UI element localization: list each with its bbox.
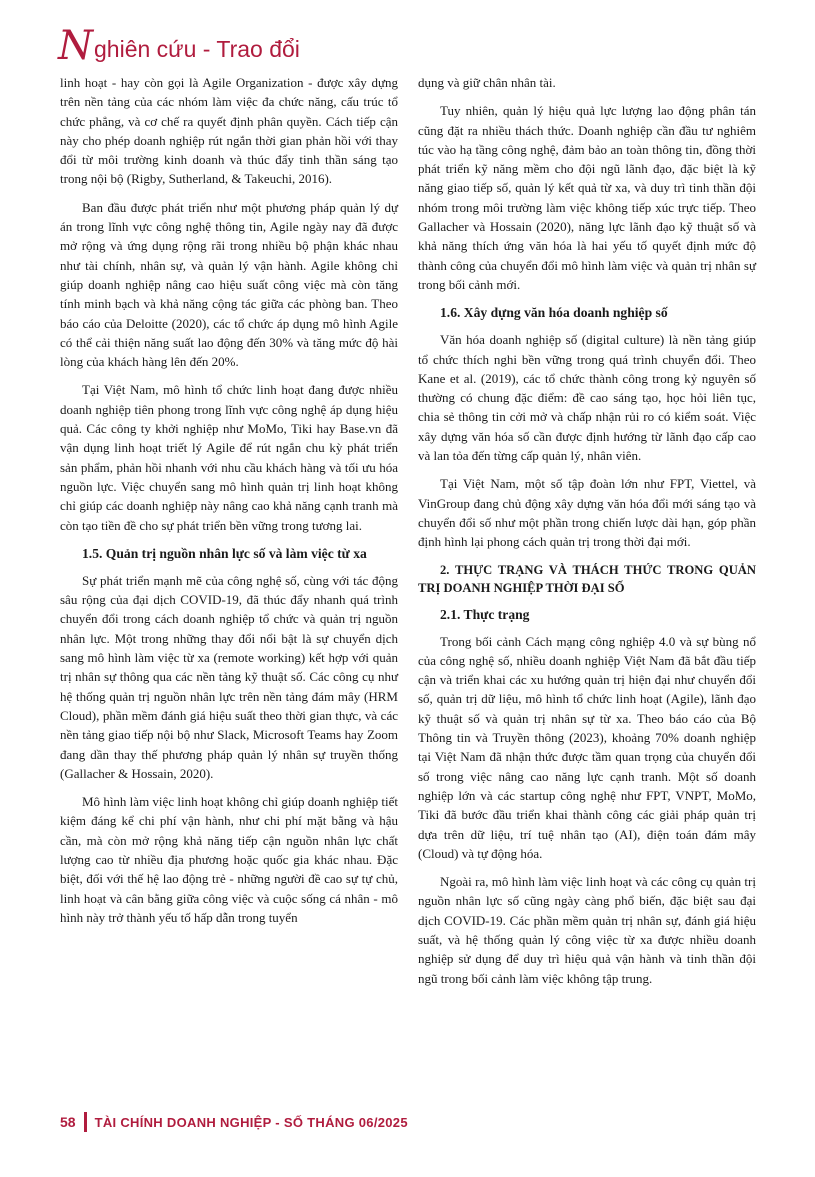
paragraph: Tại Việt Nam, một số tập đoàn lớn như FPT, Viettel, và VinGroup đang chủ động xây dựng văn hóa đổi mới sáng tạo và chuyển đổi số như một phần trong chiến lược dài hạn, góp phần định hình lại phong cách quản trị trong thời đại mới. [418, 476, 756, 550]
paragraph: Văn hóa doanh nghiệp số (digital culture) là nền tảng giúp tổ chức thích nghi bền vững trong quá trình chuyển đổi. Theo Kane et al. (2019), các tổ chức thành công trong kỷ nguyên số thường có chung đặc điểm: đề cao sáng tạo, học hỏi liên tục, chia sẻ thông tin cởi mở và chấp nhận rủi ro có kiểm soát. Việc xây dựng văn hóa số cần được định hướng từ lãnh đạo cấp cao và lan tỏa đến từng cấp quản lý, nhân viên. [418, 332, 756, 464]
paragraph: Ngoài ra, mô hình làm việc linh hoạt và các công cụ quản trị nguồn nhân lực số cũng ngày càng phổ biến, đặc biệt sau đại dịch COVID-19. Các phần mềm quản trị nhân sự, đánh giá hiệu suất, và hệ thống quản lý công việc từ xa được nhiều doanh nghiệp sử dụng để duy trì hiệu quả vận hành và tinh thần đội ngũ trong bối cảnh làm việc không tập trung. [418, 874, 756, 986]
section-header-title: ghiên cứu - Trao đổi [94, 36, 300, 62]
right-column [418, 73, 756, 997]
page-footer [60, 1112, 408, 1132]
section-heading-2: 2. THỰC TRẠNG VÀ THÁCH THỨC TRONG QUẢN TRỊ DOANH NGHIỆP THỜI ĐẠI SỐ [418, 562, 756, 595]
paragraph: dụng và giữ chân nhân tài. [418, 75, 556, 90]
section-heading-1-6: 1.6. Xây dựng văn hóa doanh nghiệp số [440, 305, 668, 321]
publication-name: TÀI CHÍNH DOANH NGHIỆP - SỐ THÁNG 06/2025 [94, 1114, 408, 1130]
page-number: 58 [60, 1114, 76, 1130]
paragraph: linh hoạt - hay còn gọi là Agile Organization - được xây dựng trên nền tảng của các nhóm làm việc đa chức năng, cấu trúc tổ chức phẳng, và cơ chế ra quyết định phân quyền. Cách tiếp cận này cho phép doanh nghiệp rút ngắn thời gian phản hồi với thay đổi từ môi trường kinh doanh và thúc đẩy tinh thần sáng tạo trong nội bộ (Rigby, Sutherland, & Takeuchi, 2016). [60, 75, 398, 187]
section-heading-2-1: 2.1. Thực trạng [440, 606, 530, 622]
footer-divider [84, 1112, 87, 1132]
section-header-initial: N [58, 23, 93, 69]
paragraph: Tuy nhiên, quản lý hiệu quả lực lượng lao động phân tán cũng đặt ra nhiều thách thức. Doanh nghiệp cần đầu tư nghiêm túc vào hạ tầng công nghệ, đảm bảo an toàn thông tin, đồng thời phát triển kỹ năng mềm cho đội ngũ lãnh đạo, đặc biệt là kỹ năng giao tiếp số, quản lý kết quả từ xa, và duy trì tinh thần đội nhóm trong môi trường làm việc không tiếp xúc trực tiếp. Theo Gallacher và Hossain (2020), năng lực lãnh đạo kỹ thuật số và khả năng thích ứng văn hóa là hai yếu tố quyết định mức độ thành công của chuyển đổi mô hình làm việc và quản trị nhân sự trong bối cảnh mới. [418, 103, 756, 292]
paragraph: Sự phát triển mạnh mẽ của công nghệ số, cùng với tác động sâu rộng của đại dịch COVID-19, đã thúc đẩy nhanh quá trình chuyển đổi trong cách doanh nghiệp tổ chức và quản trị nguồn nhân lực. Một trong những thay đổi nổi bật là sự chuyển dịch sang mô hình làm việc từ xa (remote working) kết hợp với quản trị nhân sự thông qua các nền tảng kỹ thuật số. Các công cụ như hệ thống quản trị nguồn nhân lực trên nền tảng đám mây (HRM Cloud), phần mềm đánh giá hiệu suất theo thời gian thực, và các nền tảng giao tiếp nội bộ như Slack, Microsoft Teams hay Zoom đang dần thay thế phương pháp quản lý nhân sự truyền thống (Gallacher & Hossain, 2020). [60, 572, 398, 781]
paragraph: Ban đầu được phát triển như một phương pháp quản lý dự án trong lĩnh vực công nghệ thông tin, Agile ngày nay đã được mở rộng và ứng dụng rộng rãi trong nhiều bộ phận khác nhau như tài chính, nhân sự, và quản lý vận hành. Agile không chỉ giúp doanh nghiệp nâng cao hiệu suất công việc mà còn tăng tính minh bạch và khả năng cộng tác giữa các phòng ban. Theo báo cáo của Deloitte (2020), các tổ chức áp dụng mô hình Agile có thể cải thiện năng suất lao động đến 30% và tăng mức độ hài lòng của khách hàng lên đến 20%. [60, 199, 398, 370]
paragraph: Tại Việt Nam, mô hình tổ chức linh hoạt đang được nhiều doanh nghiệp tiên phong trong lĩnh vực công nghệ áp dụng hiệu quả. Các công ty khởi nghiệp như MoMo, Tiki hay Base.vn đã vận dụng linh hoạt triết lý Agile để rút ngắn chu kỳ phát triển sản phẩm, phản hồi nhanh với nhu cầu khách hàng và tối ưu hóa nguồn lực. Việc chuyển sang mô hình quản trị linh hoạt không chỉ giúp các doanh nghiệp này nâng cao khả năng cạnh tranh mà còn tạo tiền đề cho sự phát triển bền vững trong tương lai. [60, 382, 398, 533]
section-header [58, 22, 758, 69]
paragraph: Trong bối cảnh Cách mạng công nghiệp 4.0 và sự bùng nổ của công nghệ số, nhiều doanh nghiệp Việt Nam đã bắt đầu tiếp cận và triển khai các xu hướng quản trị hiện đại như chuyển đổi số, quản trị dữ liệu, mô hình tổ chức linh hoạt (Agile), lãnh đạo kỹ thuật số và quản trị nhân sự từ xa. Theo báo cáo của Bộ Thông tin và Truyền thông (2023), khoảng 70% doanh nghiệp tại Việt Nam đã nhận thức được tầm quan trọng của chuyển đổi số trong việc nâng cao năng lực cạnh tranh. Một số doanh nghiệp lớn và các startup công nghệ như FPT, VNPT, MoMo, Tiki đã bước đầu triển khai thành công các giải pháp quản trị dựa trên dữ liệu, trí tuệ nhân tạo (AI), điện toán đám mây (Cloud) và tự động hóa. [418, 633, 756, 861]
left-column [60, 73, 398, 936]
section-heading-1-5: 1.5. Quản trị nguồn nhân lực số và làm việc từ xa [82, 545, 367, 561]
paragraph: Mô hình làm việc linh hoạt không chỉ giúp doanh nghiệp tiết kiệm đáng kể chi phí vận hành, như chi phí mặt bằng và hậu cần, mà còn mở rộng khả năng tiếp cận nguồn nhân lực chất lượng cao từ nhiều địa phương hoặc quốc gia khác nhau. Đặc biệt, đối với thế hệ lao động trẻ - những người đề cao sự tự chủ, linh hoạt và cân bằng giữa công việc và cuộc sống cá nhân - mô hình này trở thành yếu tố hấp dẫn trong tuyển [60, 794, 398, 925]
